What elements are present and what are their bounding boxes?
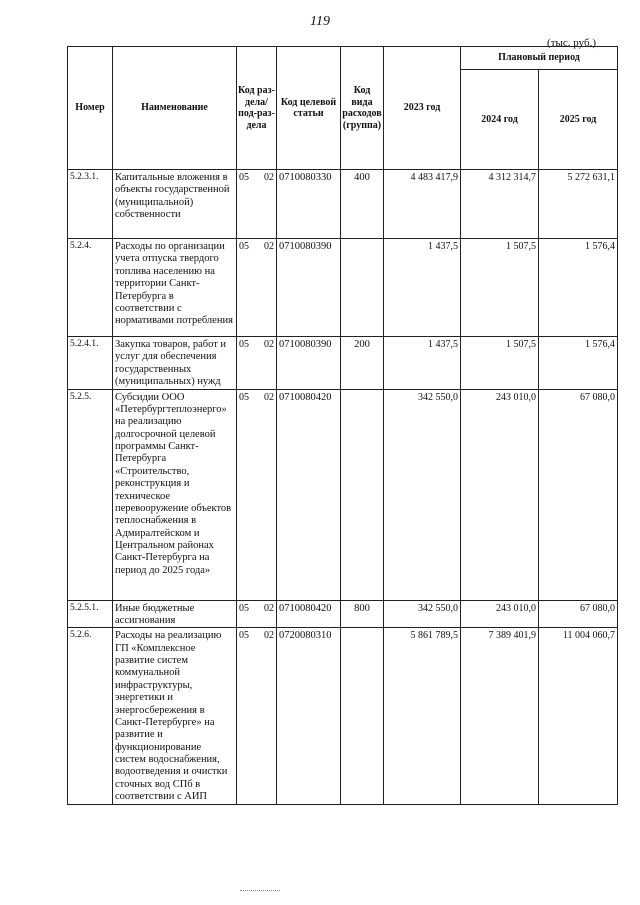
- row-name: Субсидии ООО «Петербургтеплоэнерго» на реализацию долгосрочной целевой программы Санкт-Петербурга «Строительство, реконструкция и техническое перевооружение объектов теплоснабжения в Адмиралтейском и Центральном районах Санкт-Петербурга на период до 2025 года»: [113, 389, 237, 600]
- row-number: 5.2.3.1.: [68, 170, 113, 239]
- row-name: Расходы по организации учета отпуска твердого топлива населению на территории Санкт-Петербурга в соответствии с нормативами потребления: [113, 239, 237, 337]
- row-value-2025: 11 004 060,7: [539, 628, 618, 804]
- row-target-code: 0710080420: [277, 389, 341, 600]
- row-number: 5.2.6.: [68, 628, 113, 804]
- row-podrazdel: 02: [264, 172, 274, 183]
- row-value-2024: 243 010,0: [461, 600, 539, 628]
- table-row: [68, 628, 618, 804]
- row-razdel: 05: [239, 630, 249, 642]
- row-target-code: 0710080390: [277, 239, 341, 337]
- row-value-2023: 5 861 789,5: [384, 628, 461, 804]
- row-podrazdel: 02: [264, 602, 274, 614]
- row-podrazdel: 02: [264, 241, 274, 252]
- table-row: [68, 600, 618, 628]
- row-section-code: [237, 628, 277, 804]
- header-name: Наименование: [113, 47, 237, 170]
- row-value-2023: 1 437,5: [384, 337, 461, 390]
- row-number: 5.2.4.: [68, 239, 113, 337]
- row-value-2023: 4 483 417,9: [384, 170, 461, 239]
- row-target-code: 0710080390: [277, 337, 341, 390]
- row-name: Иные бюджетные ассигнования: [113, 600, 237, 628]
- row-value-2024: 1 507,5: [461, 239, 539, 337]
- header-plan-period: Плановый период: [461, 47, 618, 70]
- table-row: [68, 170, 618, 239]
- row-section-code: [237, 239, 277, 337]
- header-year-2023: 2023 год: [384, 47, 461, 170]
- row-section-code: [237, 337, 277, 390]
- row-expense-type: [341, 628, 384, 804]
- row-section-code: [237, 600, 277, 628]
- row-expense-type: 400: [341, 170, 384, 239]
- header-expense-type-code: Код вида расходов (группа): [341, 47, 384, 170]
- row-expense-type: [341, 239, 384, 337]
- row-value-2024: 1 507,5: [461, 337, 539, 390]
- row-target-code: 0710080420: [277, 600, 341, 628]
- row-number: 5.2.5.: [68, 389, 113, 600]
- header-section-code: Код раз-дела/ под-раз-дела: [237, 47, 277, 170]
- row-value-2023: 342 550,0: [384, 600, 461, 628]
- row-razdel: 05: [239, 339, 249, 350]
- row-razdel: 05: [239, 602, 249, 614]
- page-number: 119: [310, 14, 330, 29]
- table-row: [68, 337, 618, 390]
- row-number: 5.2.4.1.: [68, 337, 113, 390]
- row-target-code: 0710080330: [277, 170, 341, 239]
- row-razdel: 05: [239, 172, 249, 183]
- row-value-2025: 67 080,0: [539, 389, 618, 600]
- row-value-2024: 4 312 314,7: [461, 170, 539, 239]
- row-value-2025: 5 272 631,1: [539, 170, 618, 239]
- row-podrazdel: 02: [264, 339, 274, 350]
- header-target-code: Код целевой статьи: [277, 47, 341, 170]
- row-value-2025: 67 080,0: [539, 600, 618, 628]
- row-value-2023: 342 550,0: [384, 389, 461, 600]
- row-name: Расходы на реализацию ГП «Комплексное развитие систем коммунальной инфраструктуры, энергетики и энергосбережения в Санкт-Петербурге» на развитие и функционирование систем водоснабжения, водоотведения и очистки сточных вод СПб в соответствии с АИП: [113, 628, 237, 804]
- row-value-2025: 1 576,4: [539, 337, 618, 390]
- row-expense-type: [341, 389, 384, 600]
- row-podrazdel: 02: [264, 630, 274, 642]
- row-target-code: 0720080310: [277, 628, 341, 804]
- row-name: Капитальные вложения в объекты государственной (муниципальной) собственности: [113, 170, 237, 239]
- row-number: 5.2.5.1.: [68, 600, 113, 628]
- table-row: [68, 389, 618, 600]
- row-value-2025: 1 576,4: [539, 239, 618, 337]
- table-row: [68, 239, 618, 337]
- row-value-2024: 7 389 401,9: [461, 628, 539, 804]
- row-section-code: [237, 389, 277, 600]
- row-podrazdel: 02: [264, 391, 274, 403]
- row-expense-type: 800: [341, 600, 384, 628]
- row-razdel: 05: [239, 241, 249, 252]
- header-year-2024: 2024 год: [461, 70, 539, 170]
- scan-mark: [240, 890, 280, 893]
- row-razdel: 05: [239, 391, 249, 403]
- header-number: Номер: [68, 47, 113, 170]
- header-year-2025: 2025 год: [539, 70, 618, 170]
- row-expense-type: 200: [341, 337, 384, 390]
- budget-table: [67, 46, 618, 805]
- row-value-2024: 243 010,0: [461, 389, 539, 600]
- row-section-code: [237, 170, 277, 239]
- row-name: Закупка товаров, работ и услуг для обеспечения государственных (муниципальных) нужд: [113, 337, 237, 390]
- row-value-2023: 1 437,5: [384, 239, 461, 337]
- units-label: (тыс. руб.): [547, 37, 596, 49]
